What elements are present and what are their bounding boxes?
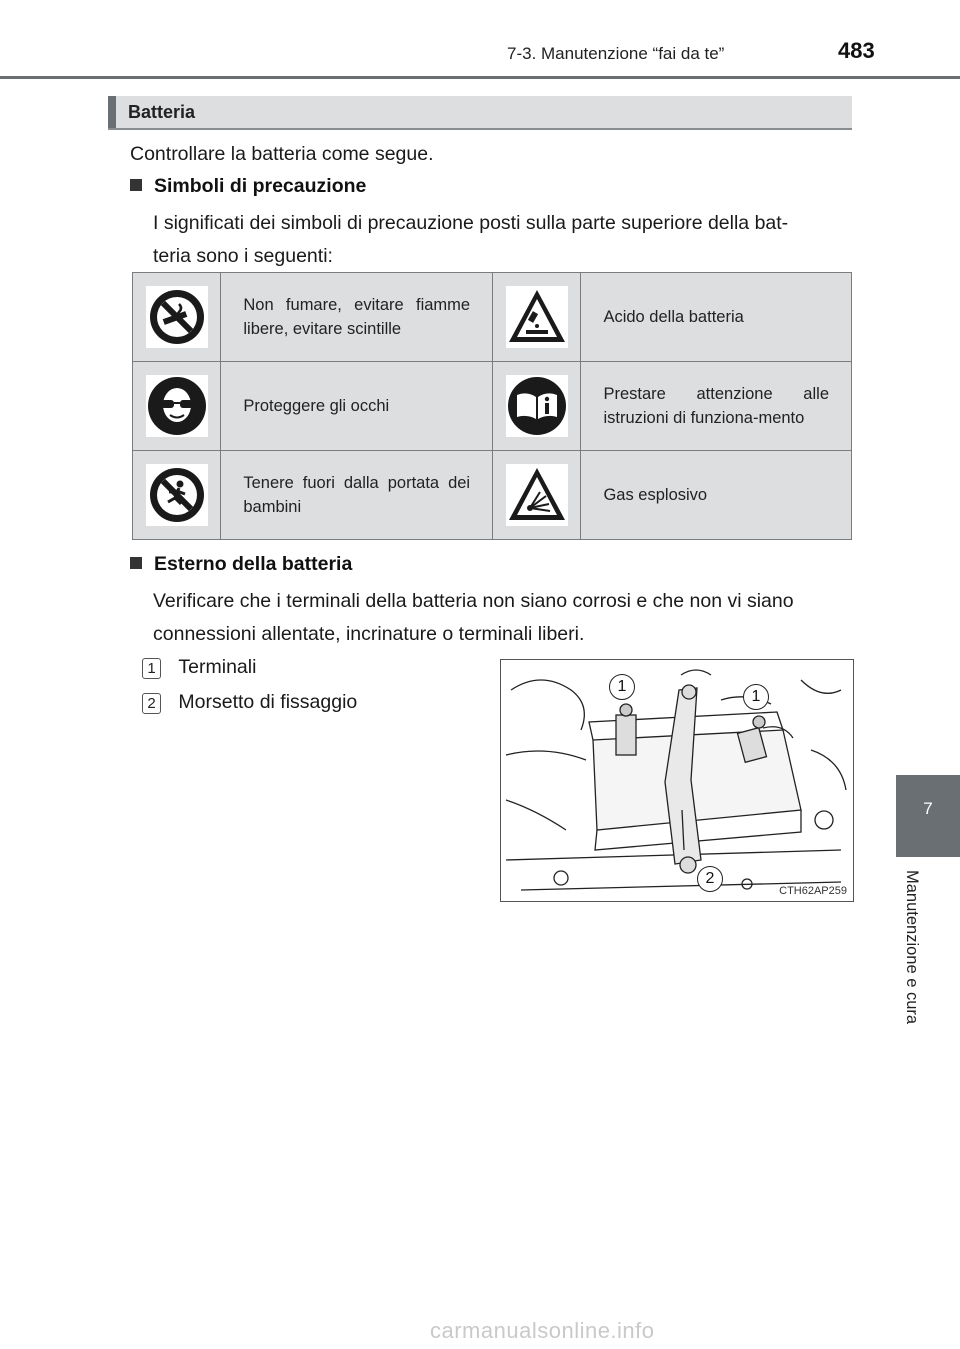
legend-item: [142, 651, 256, 684]
table-row: [133, 451, 852, 540]
header-divider: [0, 76, 960, 79]
legend-label: Morsetto di fissaggio: [178, 691, 358, 713]
battery-acid-icon: [506, 286, 568, 348]
callout-1: 1: [609, 674, 635, 700]
section-accent: [108, 96, 116, 128]
bullet-square: [130, 179, 142, 191]
legend-number: 1: [142, 658, 161, 679]
symbol-label: Prestare attenzione alle istruzioni di funziona-mento: [581, 362, 852, 451]
legend-number: 2: [142, 693, 161, 714]
read-manual-icon: [506, 375, 568, 437]
symbol-label: Tenere fuori dalla portata dei bambini: [221, 451, 493, 540]
table-row: [133, 273, 852, 362]
intro-text: Controllare la batteria come segue.: [130, 143, 434, 165]
exterior-heading: Esterno della batteria: [130, 553, 352, 576]
icon-cell: [493, 451, 581, 540]
icon-cell: [493, 362, 581, 451]
section-header: [108, 96, 852, 130]
precaution-description: I significati dei simboli di precauzione posti sulla parte superiore della bat- teria sono i seguenti:: [153, 212, 789, 267]
icon-cell: [493, 273, 581, 362]
table-row: [133, 362, 852, 451]
symbol-label: Non fumare, evitare fiamme libere, evitare scintille: [221, 273, 493, 362]
legend-item: [142, 686, 357, 719]
explosive-gas-icon: [506, 464, 568, 526]
eye-protection-icon: [146, 375, 208, 437]
chapter-tab: [896, 775, 960, 857]
symbol-label: Gas esplosivo: [581, 451, 852, 540]
callout-2: 2: [697, 866, 723, 892]
chapter-tab-number: 7: [923, 799, 933, 818]
legend-label: Terminali: [178, 656, 257, 678]
page-number: 483: [838, 38, 875, 63]
no-smoking-icon: [146, 286, 208, 348]
bullet-square: [130, 557, 142, 569]
symbols-table: [132, 272, 852, 540]
battery-illustration: [500, 659, 854, 902]
exterior-description: Verificare che i terminali della batteria non siano corrosi e che non vi siano connessioni allentate, incrinature o terminali liberi.: [153, 590, 794, 645]
watermark: carmanualsonline.info: [430, 1318, 655, 1343]
chapter-side-label: Manutenzione e cura: [903, 870, 921, 1025]
icon-cell: [133, 273, 221, 362]
precaution-heading: Simboli di precauzione: [130, 175, 366, 198]
keep-away-children-icon: [146, 464, 208, 526]
icon-cell: [133, 362, 221, 451]
symbol-label: Acido della batteria: [581, 273, 852, 362]
section-title: Batteria: [128, 102, 196, 122]
battery-drawing: [501, 660, 853, 901]
icon-cell: [133, 451, 221, 540]
figure-code: CTH62AP259: [779, 885, 847, 897]
callout-1: 1: [743, 684, 769, 710]
chapter-title: 7-3. Manutenzione “fai da te”: [507, 44, 725, 63]
symbol-label: Proteggere gli occhi: [221, 362, 493, 451]
